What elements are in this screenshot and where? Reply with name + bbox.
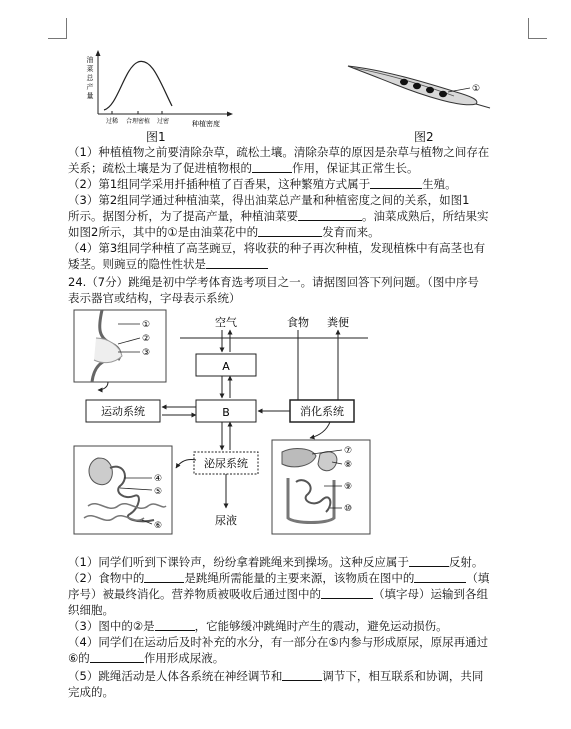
figure1-xlabel: 种植密度 <box>192 120 220 128</box>
nephron-label-6: ⑥ <box>154 521 163 531</box>
figure1-graph <box>80 48 240 130</box>
q23-line-2: 关系；疏松土壤是为了促进植物根的 作用，保证其正常生长。 <box>68 161 419 175</box>
pod-tip <box>476 104 490 108</box>
organ-stomach <box>318 452 337 471</box>
nephron-glomerulus <box>89 458 112 485</box>
body-systems-diagram <box>68 308 508 538</box>
seed-4 <box>439 91 447 97</box>
q24-line-2: （2）食物中的 是跳绳所需能量的主要来源，该物质在图中的 （填 <box>68 571 490 585</box>
joint-label-3: ③ <box>142 348 151 358</box>
figure2-caption: 图2 <box>414 130 434 144</box>
q24-line-9: 完成的。 <box>68 685 114 699</box>
organ-label-7: ⑦ <box>344 446 353 456</box>
q23-line-5: 所示。据图分析，为了提高产量，种植油菜要 。油菜成熟后，所结果实 <box>68 209 489 223</box>
blank-flower-part[interactable] <box>258 224 322 237</box>
blank-reabsorption[interactable] <box>90 650 144 663</box>
blank-regulation-type[interactable] <box>282 668 322 681</box>
urinary-callout-arrow <box>176 459 196 468</box>
food-label: 食物 <box>287 316 309 329</box>
organ-label-8: ⑧ <box>344 460 353 470</box>
figure1-ylabel-5: 量 <box>86 92 94 100</box>
q24-title-1: 24.（7分）跳绳是初中学考体育选考项目之一。请据图回答下列问题。（图中序号 <box>68 275 479 289</box>
system-b-label: B <box>222 406 230 419</box>
blank-root-function[interactable] <box>252 160 292 173</box>
figure1-x-arrow <box>227 112 233 117</box>
q24-line-3: 序号）被最终消化。营养物质被吸收后通过图中的 （填字母）运输到各组 <box>68 587 488 601</box>
figure1-ylabel-1: 油 <box>86 56 94 64</box>
figure1-tick-label-1: 过稀 <box>105 118 119 125</box>
seed-1 <box>400 79 408 85</box>
blank-reflex-type[interactable] <box>409 554 449 567</box>
q24-line-8: （5）跳绳活动是人体各系统在神经调节和 调节下，相互联系和协调，共同 <box>68 669 484 683</box>
q23-line-4: （3）第2组同学通过种植油菜，得出油菜总产量和种植密度之间的关系，如图1 <box>68 193 470 207</box>
figure1-caption: 图1 <box>146 130 166 144</box>
seed-3 <box>426 87 434 93</box>
figure2-pointer <box>448 88 470 92</box>
q24-line-4: 织细胞。 <box>68 603 114 617</box>
blank-reproduction-type[interactable] <box>370 176 422 189</box>
joint-label-1: ① <box>142 320 151 330</box>
figure1-ylabel-2: 菜 <box>86 65 94 73</box>
figure1-ylabel-4: 产 <box>86 83 94 91</box>
q23-line-8: 矮茎。则豌豆的隐性性状是 <box>68 256 528 272</box>
system-a-label: A <box>222 360 230 373</box>
nephron-label-4: ④ <box>154 474 163 484</box>
urinary-system-label: 泌尿系统 <box>204 457 248 470</box>
q24-line-6: （4）同学们在运动后及时补充的水分，有一部分在⑤内参与形成原尿，原尿再通过 <box>68 635 489 649</box>
q24-line-5: （3）图中的②是 ，它能够缓冲跳绳时产生的震动，避免运动损伤。 <box>68 619 448 633</box>
q23-line-3: （2）第1组同学采用扦插种植了百香果，这种繁殖方式属于 生殖。 <box>68 177 457 191</box>
blank-digestion-site[interactable] <box>414 570 466 583</box>
organ-label-9: ⑨ <box>344 482 353 492</box>
blank-planting-density[interactable] <box>298 208 362 221</box>
crop-mark-top-right <box>528 18 547 39</box>
q24-title-2: 表示器官或结构，字母表示系统） <box>68 291 241 305</box>
nephron-label-5: ⑤ <box>154 487 163 497</box>
blank-transport-system[interactable] <box>321 586 373 599</box>
q23-line-6: 如图2所示，其中的①是由油菜花中的 发育而来。 <box>68 225 380 239</box>
q23-line-1: （1）种植植物之前要清除杂草，疏松土壤。清除杂草的原因是杂草与植物之间存在 <box>68 145 490 159</box>
q24-line-1: （1）同学们听到下课铃声，纷纷拿着跳绳来到操场。这种反应属于 反射。 <box>68 555 484 569</box>
joint-box <box>74 310 166 382</box>
digestive-callout-arrow <box>310 422 330 438</box>
motor-system-label: 运动系统 <box>101 405 145 418</box>
blank-structure-2[interactable] <box>155 618 195 631</box>
feces-label: 粪便 <box>327 316 349 329</box>
figure2-pod <box>344 56 494 116</box>
blank-recessive-trait[interactable] <box>206 256 268 269</box>
digestive-system-label: 消化系统 <box>300 405 344 418</box>
figure2-label: ① <box>472 84 481 94</box>
seed-2 <box>413 83 421 89</box>
q24-line-7: ⑥的 作用形成尿液。 <box>68 651 225 665</box>
crop-mark-top-left <box>48 18 67 39</box>
figure1-ylabel-3: 总 <box>86 74 94 82</box>
pod-shell <box>348 66 477 105</box>
figure1-curve <box>104 61 172 110</box>
joint-label-2: ② <box>142 334 151 344</box>
blank-nutrient[interactable] <box>144 570 184 583</box>
figure1-y-arrow <box>96 50 101 56</box>
air-label: 空气 <box>215 316 237 329</box>
figure1-tick-label-2: 合理密植 <box>125 118 151 125</box>
urine-label: 尿液 <box>215 514 237 527</box>
q23-line-7: （4）第3组同学种植了高茎豌豆，将收获的种子再次种植，发现植株中有高茎也有 <box>68 241 486 255</box>
organ-label-10: ⑩ <box>344 504 353 514</box>
joint-to-motor-arrow <box>98 382 108 390</box>
figure1-tick-label-3: 过密 <box>156 118 170 125</box>
